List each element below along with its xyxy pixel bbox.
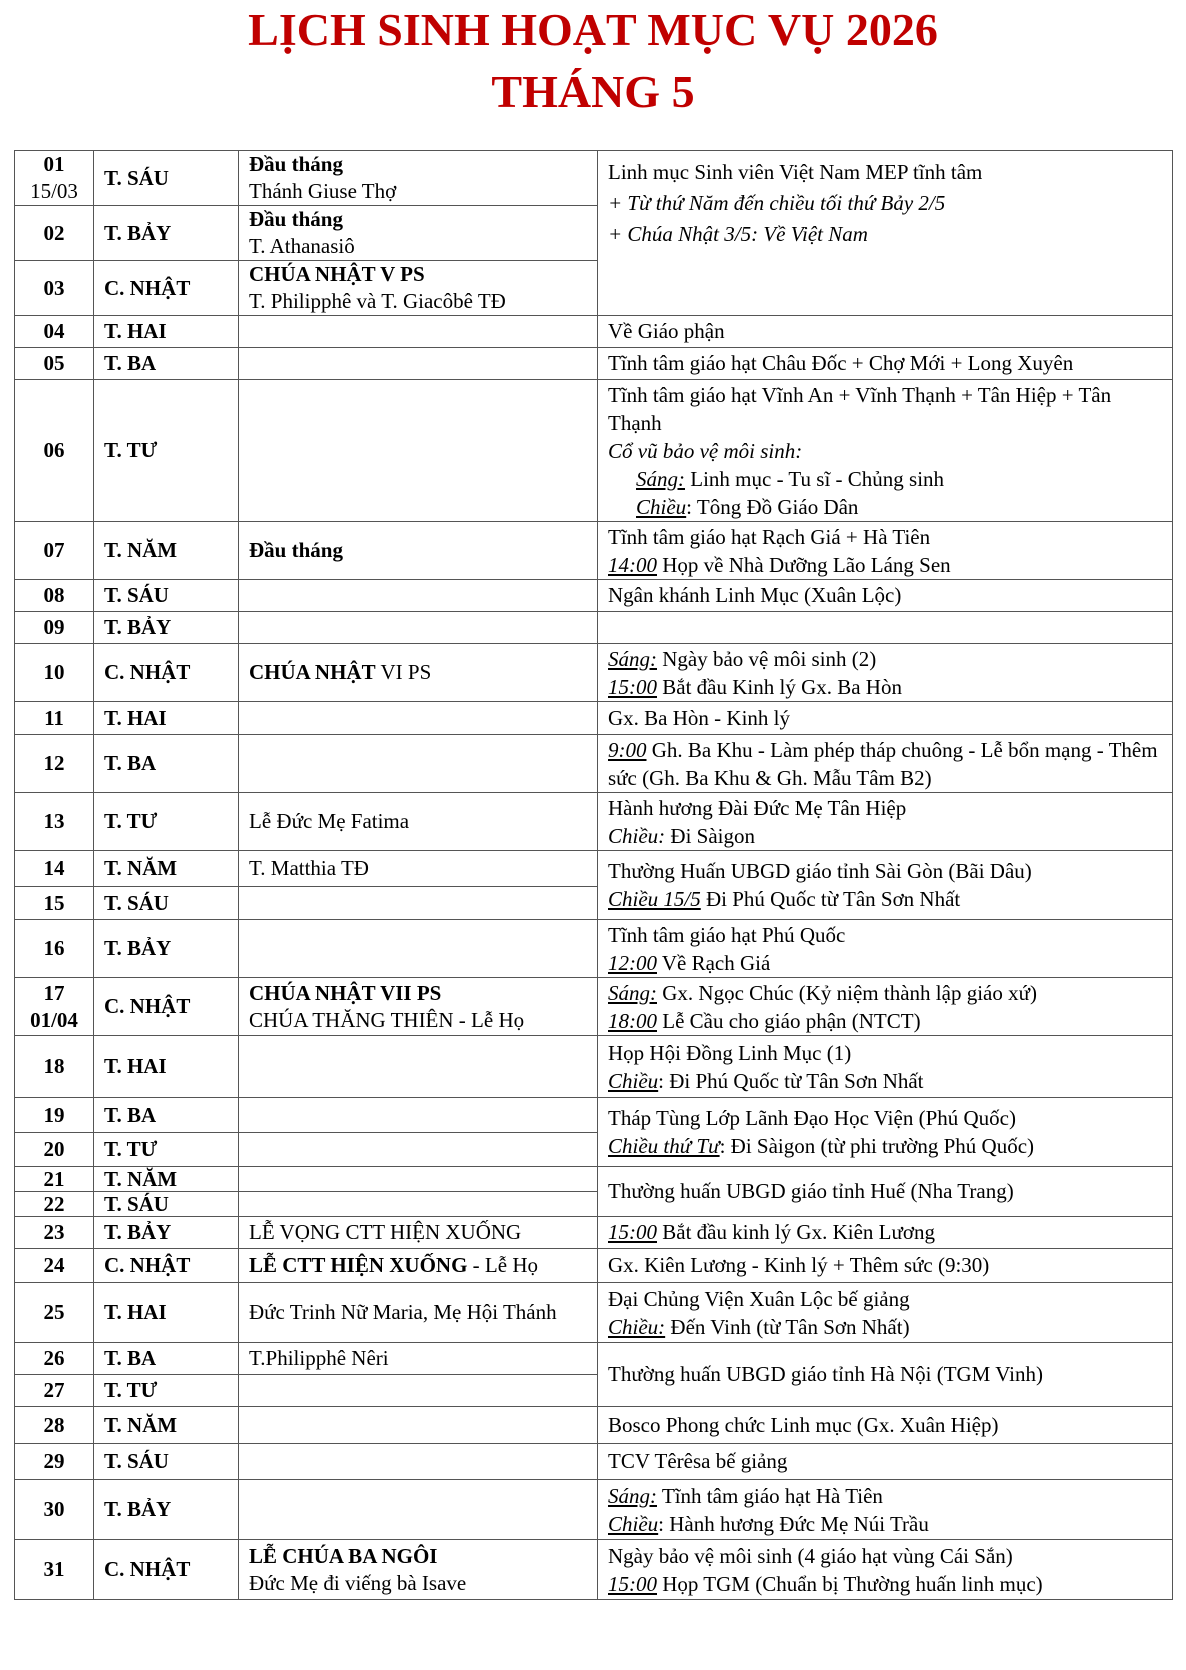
feast-title: CHÚA NHẬT VII PS <box>249 980 442 1005</box>
note-cell <box>598 1540 1173 1600</box>
time-label: Sáng: <box>608 1483 657 1508</box>
table-row <box>15 735 1173 793</box>
note-text: Gx. Ngọc Chúc (Kỷ niệm thành lập giáo xứ) <box>657 980 1037 1005</box>
feast-cell <box>239 1133 598 1167</box>
note-cell <box>598 1283 1173 1343</box>
weekday-cell: T. TƯ <box>94 793 239 851</box>
table-row <box>15 1444 1173 1480</box>
day-number: 26 <box>15 1343 94 1375</box>
day-number: 08 <box>15 580 94 612</box>
note-text: Đi Sàigon <box>665 823 755 848</box>
feast-cell <box>239 580 598 612</box>
note-text: : Đi Sàigon (từ phi trường Phú Quốc) <box>719 1134 1035 1158</box>
weekday-cell: T. BẢY <box>94 612 239 644</box>
note-cell: Về Giáo phận <box>598 316 1173 348</box>
date-cell <box>15 151 94 206</box>
feast-cell <box>239 151 598 206</box>
day-number: 22 <box>15 1192 94 1217</box>
note-cell: Gx. Kiên Lương - Kinh lý + Thêm sức (9:30) <box>598 1249 1173 1283</box>
note-cell <box>598 735 1173 793</box>
note-text: Bắt đầu kinh lý Gx. Kiên Lương <box>657 1220 935 1244</box>
note-text: Về Rạch Giá <box>657 950 771 975</box>
page-title: LỊCH SINH HOẠT MỤC VỤ 2026 <box>248 4 938 55</box>
feast-cell <box>239 348 598 380</box>
feast-title: LỄ CHÚA BA NGÔI <box>249 1543 438 1568</box>
note-text: : Tông Đồ Giáo Dân <box>686 494 859 519</box>
note-cell: Tĩnh tâm giáo hạt Châu Đốc + Chợ Mới + Long Xuyên <box>598 348 1173 380</box>
feast-cell <box>239 1192 598 1217</box>
note-line: Họp Hội Đồng Linh Mục (1) <box>608 1040 852 1065</box>
day-number: 31 <box>15 1540 94 1600</box>
table-row <box>15 1343 1173 1375</box>
feast-title: Đầu tháng <box>239 522 598 580</box>
day-number: 23 <box>15 1217 94 1249</box>
table-row <box>15 348 1173 380</box>
note-text: Đi Phú Quốc từ Tân Sơn Nhất <box>700 887 961 911</box>
note-cell: TCV Têrêsa bế giảng <box>598 1444 1173 1480</box>
note-line: + Chúa Nhật 3/5: Về Việt Nam <box>608 222 868 246</box>
note-text: Lễ Cầu cho giáo phận (NTCT) <box>657 1008 921 1033</box>
day-number: 24 <box>15 1249 94 1283</box>
feast-title: LỄ CTT HIỆN XUỐNG <box>249 1253 468 1277</box>
time-label: Sáng: <box>608 646 657 671</box>
feast-name: T. Philipphê và T. Giacôbê TĐ <box>249 289 506 313</box>
feast-name: Lễ Đức Mẹ Fatima <box>239 793 598 851</box>
feast-name: T. Matthia TĐ <box>239 851 598 887</box>
day-number: 05 <box>15 348 94 380</box>
note-line <box>608 465 944 493</box>
note-line: Linh mục Sinh viên Việt Nam MEP tĩnh tâm <box>608 160 983 184</box>
day-number: 20 <box>15 1133 94 1167</box>
note-cell: Thường huấn UBGD giáo tỉnh Hà Nội (TGM Vinh) <box>598 1343 1173 1407</box>
feast-cell <box>239 1444 598 1480</box>
feast-title: CHÚA NHẬT <box>249 660 376 684</box>
lunar-date: 01/04 <box>30 1007 78 1032</box>
weekday-cell: T. SÁU <box>94 151 239 206</box>
weekday-cell: T. TƯ <box>94 1133 239 1167</box>
time-label: 9:00 <box>608 737 647 762</box>
feast-name: Đức Mẹ đi viếng bà Isave <box>249 1570 467 1595</box>
day-number: 27 <box>15 1375 94 1407</box>
weekday-cell: C. NHẬT <box>94 261 239 316</box>
note-text: Họp về Nhà Dưỡng Lão Láng Sen <box>657 552 951 577</box>
table-row <box>15 522 1173 580</box>
note-cell <box>598 151 1173 316</box>
table-row <box>15 380 1173 522</box>
day-number: 06 <box>15 380 94 522</box>
time-label: 15:00 <box>608 674 657 699</box>
weekday-cell: T. SÁU <box>94 887 239 920</box>
note-cell: Thường huấn UBGD giáo tỉnh Huế (Nha Trang) <box>598 1167 1173 1217</box>
note-line: Hành hương Đài Đức Mẹ Tân Hiệp <box>608 795 907 820</box>
feast-cell <box>239 1407 598 1444</box>
date-cell <box>15 978 94 1036</box>
feast-cell <box>239 316 598 348</box>
note-text: Gh. Ba Khu - Làm phép tháp chuông - Lễ bổn mạng - Thêm sức (Gh. Ba Khu & Gh. Mẫu Tâm B2) <box>608 737 1158 790</box>
note-line: + Từ thứ Năm đến chiều tối thứ Bảy 2/5 <box>608 191 946 215</box>
time-label: 15:00 <box>608 1220 657 1244</box>
feast-cell <box>239 1480 598 1540</box>
day-number: 02 <box>15 206 94 261</box>
feast-name: LỄ VỌNG CTT HIỆN XUỐNG <box>239 1217 598 1249</box>
weekday-cell: T. SÁU <box>94 1444 239 1480</box>
time-label: Chiều 15/5 <box>608 887 701 911</box>
note-cell <box>598 1217 1173 1249</box>
feast-cell <box>239 1375 598 1407</box>
weekday-cell: T. NĂM <box>94 522 239 580</box>
weekday-cell: T. TƯ <box>94 1375 239 1407</box>
table-row <box>15 644 1173 702</box>
weekday-cell: C. NHẬT <box>94 1540 239 1600</box>
note-line: Tĩnh tâm giáo hạt Rạch Giá + Hà Tiên <box>608 524 931 549</box>
table-row <box>15 1098 1173 1133</box>
table-row <box>15 1283 1173 1343</box>
weekday-cell: T. HAI <box>94 1036 239 1098</box>
note-cell <box>598 920 1173 978</box>
note-cell <box>598 522 1173 580</box>
day-number: 04 <box>15 316 94 348</box>
note-text: Tĩnh tâm giáo hạt Hà Tiên <box>657 1483 883 1508</box>
weekday-cell: T. BA <box>94 348 239 380</box>
feast-cell <box>239 612 598 644</box>
note-cell <box>598 612 1173 644</box>
weekday-cell: T. BẢY <box>94 1480 239 1540</box>
day-number: 15 <box>15 887 94 920</box>
weekday-cell: C. NHẬT <box>94 1249 239 1283</box>
note-text: : Hành hương Đức Mẹ Núi Trầu <box>658 1511 929 1536</box>
page-subtitle: THÁNG 5 <box>491 66 695 117</box>
time-label: Chiều: <box>608 823 666 848</box>
day-number: 07 <box>15 522 94 580</box>
note-cell <box>598 1036 1173 1098</box>
note-text: Đến Vinh (từ Tân Sơn Nhất) <box>665 1314 910 1339</box>
weekday-cell: T. NĂM <box>94 1167 239 1192</box>
day-number: 21 <box>15 1167 94 1192</box>
note-text: : Đi Phú Quốc từ Tân Sơn Nhất <box>658 1068 924 1093</box>
table-row <box>15 1480 1173 1540</box>
feast-title: CHÚA NHẬT V PS <box>249 262 425 286</box>
weekday-cell: T. HAI <box>94 316 239 348</box>
table-row <box>15 851 1173 887</box>
note-cell <box>598 644 1173 702</box>
day-number: 14 <box>15 851 94 887</box>
weekday-cell: C. NHẬT <box>94 978 239 1036</box>
note-text: Bắt đầu Kinh lý Gx. Ba Hòn <box>657 674 902 699</box>
weekday-cell: C. NHẬT <box>94 644 239 702</box>
weekday-cell: T. BẢY <box>94 920 239 978</box>
table-row <box>15 793 1173 851</box>
note-line: Tháp Tùng Lớp Lãnh Đạo Học Viện (Phú Quốc) <box>608 1106 1016 1130</box>
feast-cell <box>239 735 598 793</box>
table-row <box>15 1167 1173 1192</box>
feast-cell <box>239 920 598 978</box>
weekday-cell: T. HAI <box>94 1283 239 1343</box>
note-cell <box>598 793 1173 851</box>
day-number: 13 <box>15 793 94 851</box>
note-line: Cổ vũ bảo vệ môi sinh: <box>608 438 803 463</box>
feast-cell <box>239 261 598 316</box>
day-number: 16 <box>15 920 94 978</box>
day-number: 17 <box>43 980 65 1005</box>
note-text: Linh mục - Tu sĩ - Chủng sinh <box>685 466 945 491</box>
feast-name: T. Athanasiô <box>249 234 355 258</box>
note-line: Tĩnh tâm giáo hạt Phú Quốc <box>608 922 846 947</box>
time-label: Chiều <box>608 1511 659 1536</box>
feast-cell <box>239 380 598 522</box>
table-row <box>15 1217 1173 1249</box>
feast-cell <box>239 1098 598 1133</box>
lunar-date: 15/03 <box>30 179 78 203</box>
feast-title: Đầu tháng <box>249 207 343 231</box>
note-cell <box>598 1098 1173 1167</box>
weekday-cell: T. SÁU <box>94 580 239 612</box>
schedule-table <box>14 150 1173 1600</box>
note-text: Ngày bảo vệ môi sinh (2) <box>657 646 877 671</box>
day-number: 29 <box>15 1444 94 1480</box>
feast-name: VI PS <box>375 660 432 684</box>
time-label: Sáng: <box>636 466 685 491</box>
day-number: 10 <box>15 644 94 702</box>
note-line: Đại Chủng Viện Xuân Lộc bế giảng <box>608 1286 910 1311</box>
table-row <box>15 1540 1173 1600</box>
day-number: 01 <box>43 152 65 176</box>
feast-name: CHÚA THĂNG THIÊN - Lễ Họ <box>249 1007 525 1032</box>
day-number: 18 <box>15 1036 94 1098</box>
feast-cell <box>239 1540 598 1600</box>
table-row <box>15 1036 1173 1098</box>
note-cell <box>598 1480 1173 1540</box>
feast-cell <box>239 644 598 702</box>
time-label: 14:00 <box>608 552 657 577</box>
feast-name: T.Philipphê Nêri <box>239 1343 598 1375</box>
time-label: Chiều: <box>608 1314 666 1339</box>
table-row <box>15 1407 1173 1444</box>
note-cell: Ngân khánh Linh Mục (Xuân Lộc) <box>598 580 1173 612</box>
feast-cell <box>239 1036 598 1098</box>
note-cell <box>598 380 1173 522</box>
day-number: 11 <box>15 702 94 735</box>
day-number: 25 <box>15 1283 94 1343</box>
note-cell: Bosco Phong chức Linh mục (Gx. Xuân Hiệp) <box>598 1407 1173 1444</box>
time-label: Sáng: <box>608 980 657 1005</box>
table-row <box>15 612 1173 644</box>
time-label: Chiều <box>608 1068 659 1093</box>
weekday-cell: T. NĂM <box>94 1407 239 1444</box>
day-number: 12 <box>15 735 94 793</box>
weekday-cell: T. TƯ <box>94 380 239 522</box>
time-label: 15:00 <box>608 1571 657 1596</box>
time-label: Chiều <box>636 494 687 519</box>
weekday-cell: T. BA <box>94 735 239 793</box>
feast-name: - Lễ Họ <box>467 1253 538 1277</box>
day-number: 03 <box>15 261 94 316</box>
time-label: 18:00 <box>608 1008 657 1033</box>
note-cell <box>598 978 1173 1036</box>
feast-cell <box>239 702 598 735</box>
weekday-cell: T. HAI <box>94 702 239 735</box>
note-line <box>608 493 858 521</box>
note-line: Thường Huấn UBGD giáo tỉnh Sài Gòn (Bãi Dâu) <box>608 859 1032 883</box>
note-text: Họp TGM (Chuẩn bị Thường huấn linh mục) <box>657 1571 1043 1596</box>
table-row <box>15 920 1173 978</box>
time-label: 12:00 <box>608 950 657 975</box>
weekday-cell: T. BA <box>94 1098 239 1133</box>
day-number: 09 <box>15 612 94 644</box>
note-line: Ngày bảo vệ môi sinh (4 giáo hạt vùng Cái Sắn) <box>608 1543 1013 1568</box>
table-row <box>15 702 1173 735</box>
note-cell: Gx. Ba Hòn - Kinh lý <box>598 702 1173 735</box>
feast-cell <box>239 1167 598 1192</box>
table-row <box>15 316 1173 348</box>
feast-cell <box>239 206 598 261</box>
time-label: Chiều thứ Tư <box>608 1134 720 1158</box>
day-number: 19 <box>15 1098 94 1133</box>
table-row <box>15 978 1173 1036</box>
feast-cell <box>239 1249 598 1283</box>
day-number: 28 <box>15 1407 94 1444</box>
weekday-cell: T. SÁU <box>94 1192 239 1217</box>
weekday-cell: T. BA <box>94 1343 239 1375</box>
weekday-cell: T. NĂM <box>94 851 239 887</box>
feast-cell <box>239 978 598 1036</box>
weekday-cell: T. BẢY <box>94 1217 239 1249</box>
feast-name: Đức Trinh Nữ Maria, Mẹ Hội Thánh <box>239 1283 598 1343</box>
note-cell <box>598 851 1173 920</box>
feast-cell <box>239 887 598 920</box>
day-number: 30 <box>15 1480 94 1540</box>
feast-title: Đầu tháng <box>249 152 343 176</box>
weekday-cell: T. BẢY <box>94 206 239 261</box>
table-row <box>15 1249 1173 1283</box>
feast-name: Thánh Giuse Thợ <box>249 179 397 203</box>
table-row <box>15 580 1173 612</box>
note-line: Tĩnh tâm giáo hạt Vĩnh An + Vĩnh Thạnh + Tân Hiệp + Tân Thạnh <box>608 382 1112 435</box>
table-row <box>15 151 1173 206</box>
